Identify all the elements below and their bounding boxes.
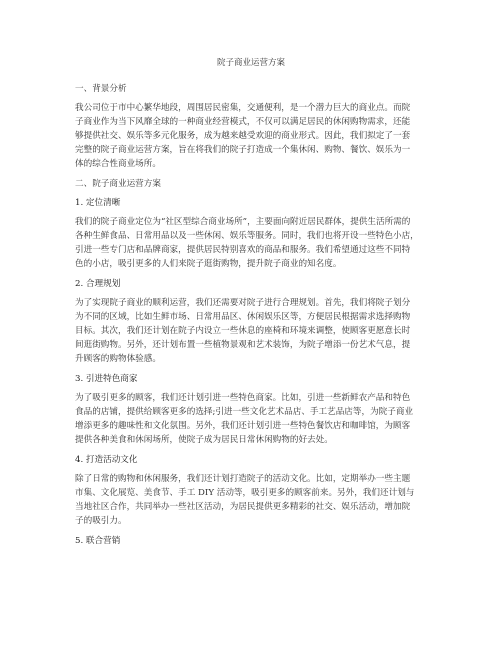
subsection-heading-planning: 2. 合理规划 bbox=[75, 279, 121, 289]
paragraph-line: 提供各种美食和休闲场所，使院子成为居民日常休闲购物的好去处。 bbox=[75, 435, 333, 445]
paragraph-line: 目标。其次，我们还计划在院子内设立一些休息的座椅和环境来调整，使顾客更愿意长时 bbox=[75, 326, 411, 336]
subsection-heading-merchants: 3. 引进特色商家 bbox=[75, 374, 138, 384]
section-heading-background: 一、背景分析 bbox=[75, 84, 127, 94]
paragraph-line: 除了日常的购物和休闲服务，我们还计划打造院子的活动文化。比如，定期举办一些主题 bbox=[75, 474, 411, 484]
subsection-heading-activities: 4. 打造活动文化 bbox=[75, 455, 138, 465]
paragraph-line: 增添更多的趣味性和文化氛围。另外，我们还计划引进一些特色餐饮店和咖啡馆，为顾客 bbox=[75, 421, 411, 431]
paragraph-line: 色的小店，吸引更多的人们来院子逛街购物，提升院子商业的知名度。 bbox=[75, 259, 342, 269]
paragraph-line: 体的综合性商业场所。 bbox=[75, 159, 161, 169]
paragraph-line: 够提供社交、娱乐等多元化服务，成为越来越受欢迎的商业形式。因此，我们拟定了一套 bbox=[75, 131, 411, 141]
paragraph-line: 间逛街购物。另外，还计划布置一些植物景观和艺术装饰，为院子增添一份艺术气息，提 bbox=[75, 340, 411, 350]
paragraph-line: 我公司位于市中心繁华地段，周围居民密集，交通便利，是一个潜力巨大的商业点。而院 bbox=[75, 103, 411, 113]
paragraph-line: 我们的院子商业定位为“社区型综合商业场所”，主要面向附近居民群体，提供生活所需的 bbox=[75, 217, 411, 227]
paragraph-line: 当地社区合作，共同举办一些社区活动，为居民提供更多精彩的社交、娱乐活动，增加院 bbox=[75, 502, 411, 512]
paragraph-line: 食品的店铺，提供给顾客更多的选择;引进一些文化艺术品店、手工艺品店等，为院子商业 bbox=[75, 407, 414, 417]
paragraph-line: 子的吸引力。 bbox=[75, 516, 127, 526]
paragraph-line: 升顾客的购物体验感。 bbox=[75, 354, 161, 364]
paragraph-line: 市集、文化展览、美食节、手工 DIY 活动等，吸引更多的顾客前来。另外，我们还计划与 bbox=[75, 488, 415, 498]
subsection-heading-positioning: 1. 定位清晰 bbox=[75, 198, 121, 208]
paragraph-line: 为不同的区域，比如生鲜市场、日常用品区、休闲娱乐区等，方便居民根据需求选择购物 bbox=[75, 312, 411, 322]
paragraph-line: 各种生鲜食品、日常用品以及一些休闲、娱乐等服务。同时，我们也将开设一些特色小店， bbox=[75, 231, 419, 241]
paragraph-line: 完整的院子商业运营方案，旨在将我们的院子打造成一个集休闲、购物、餐饮、娱乐为一 bbox=[75, 145, 411, 155]
document-title: 院子商业运营方案 bbox=[216, 58, 285, 68]
subsection-heading-joint-marketing: 5. 联合营销 bbox=[75, 536, 121, 546]
paragraph-line: 为了吸引更多的顾客，我们还计划引进一些特色商家。比如，引进一些新鲜农产品和特色 bbox=[75, 393, 411, 403]
section-heading-plan: 二、院子商业运营方案 bbox=[75, 179, 161, 189]
paragraph-line: 子商业作为当下风靡全球的一种商业经营模式，不仅可以满足居民的休闲购物需求，还能 bbox=[75, 117, 411, 127]
paragraph-line: 为了实现院子商业的顺利运营，我们还需要对院子进行合理规划。首先，我们将院子划分 bbox=[75, 298, 411, 308]
paragraph-line: 引进一些专门店和品牌商家，提供居民特别喜欢的商品和服务。我们希望通过这些不同特 bbox=[75, 245, 411, 255]
